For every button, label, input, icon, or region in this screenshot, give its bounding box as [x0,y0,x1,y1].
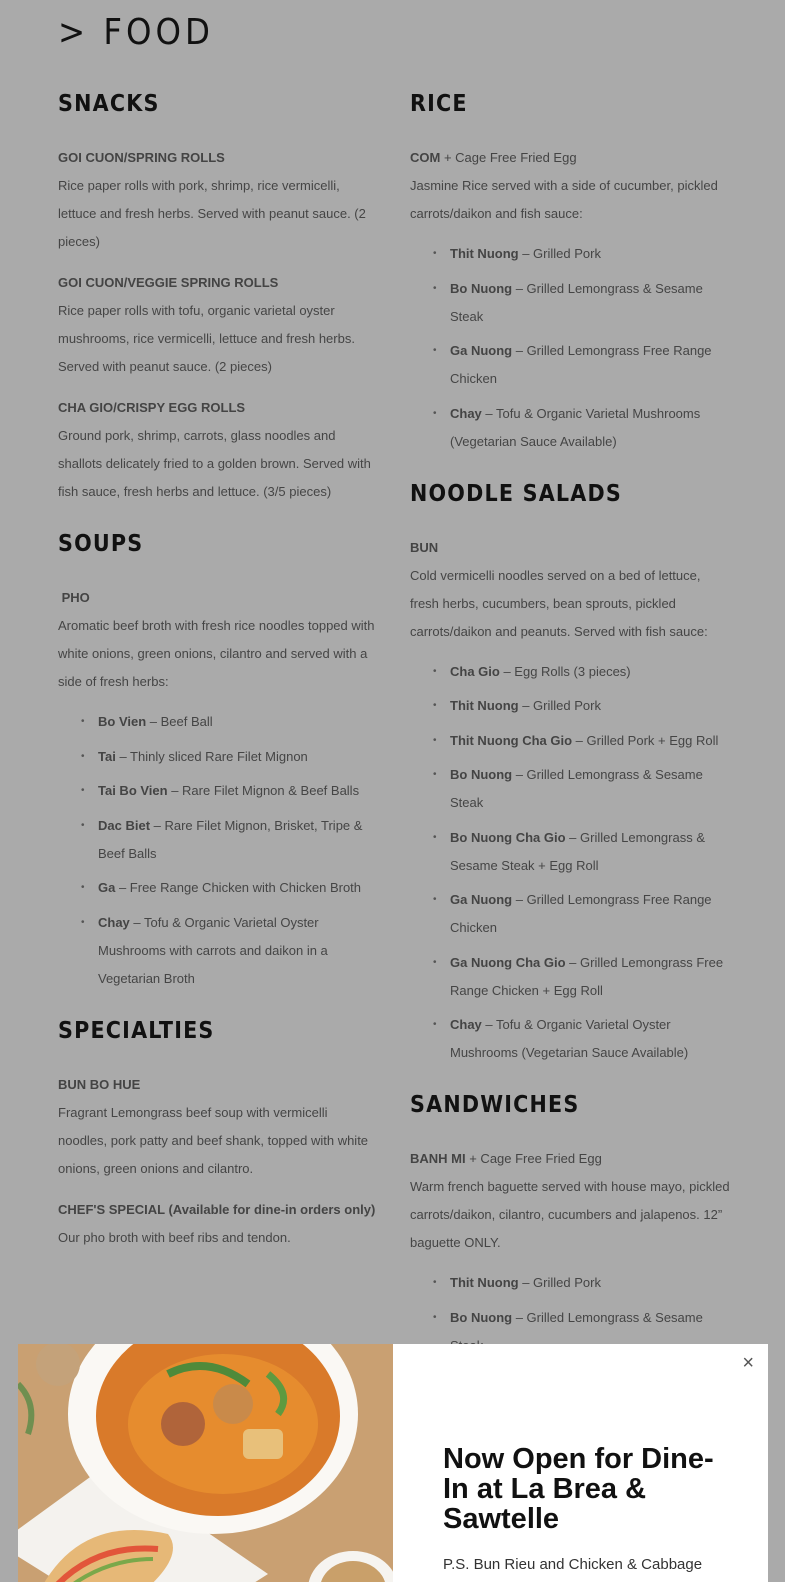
list-item [410,1269,730,1297]
promo-popup [18,1344,768,1582]
item-name [410,1145,730,1173]
list-item [58,874,376,902]
option-name: Chay [98,914,130,930]
food-photo-illustration [18,1344,393,1582]
item-title: COM [410,150,441,165]
menu-item [58,394,376,506]
option-name: Cha Gio [450,663,500,679]
option-desc: – Grilled Pork [518,1275,601,1290]
options-list [410,658,730,1068]
food-photo [18,1344,393,1582]
option-name: Ga Nuong [450,892,513,907]
option-desc: – Grilled Pork [518,246,601,261]
section-heading-rice: RICE [410,91,468,117]
list-item [58,743,376,771]
option-desc: – Rare Filet Mignon & Beef Balls [167,783,360,798]
option-desc: – Grilled Pork + Egg Roll [572,732,719,748]
list-item [410,824,730,880]
option-name: Bo Nuong Cha Gio [450,829,566,845]
option-name: Bo Nuong [450,280,513,296]
item-name: PHO [58,590,90,605]
noodle-salads-section [410,478,730,1068]
item-suffix: + Cage Free Fried Egg [440,150,577,165]
option-desc: – Tofu & Organic Varietal Oyster Mushrooms with carrots and daikon in a Vegetarian Broth [98,914,328,986]
list-item [410,400,730,456]
item-description: Fragrant Lemongrass beef soup with vermicelli noodles, pork patty and beef shank, topped with white onions, green onions and cilantro. [58,1104,369,1176]
option-name: Ga Nuong Cha Gio [450,954,566,970]
menu-right-column [410,88,730,1382]
section-heading-soups: SOUPS [58,531,144,557]
menu-item [58,1071,376,1183]
list-item [410,240,730,268]
option-desc: – Rare Filet Mignon, Brisket, Tripe & Beef Balls [98,817,363,861]
item-name: BUN BO HUE [58,1076,141,1092]
menu-item [58,144,376,256]
option-name: Bo Nuong [450,767,513,782]
option-name: Ga [98,880,116,895]
list-item [410,727,730,755]
menu-item [58,1196,376,1252]
list-item [58,812,376,868]
list-item [58,909,376,993]
item-description: Ground pork, shrimp, carrots, glass noodles and shallots delicately fried to a golden brown. Served with fish sauce, fresh herbs and lettuce. (3/5 pieces) [58,428,371,499]
item-description: Aromatic beef broth with fresh rice noodles topped with white onions, green onions, cilantro and served with a side of fresh herbs: [58,618,375,689]
item-description: Jasmine Rice served with a side of cucumber, pickled carrots/daikon and fish sauce: [410,178,718,221]
item-description: Our pho broth with beef ribs and tendon. [58,1229,291,1245]
option-desc: – Grilled Lemongrass Free Range Chicken [450,343,712,386]
item-description: Cold vermicelli noodles served on a bed of lettuce, fresh herbs, cucumbers, bean sprouts, pickled carrots/daikon and peanuts. Served with fish sauce: [410,567,708,639]
menu-item [58,269,376,381]
item-name: CHEF'S SPECIAL (Available for dine-in orders only) [58,1201,376,1217]
item-description: Rice paper rolls with tofu, organic varietal oyster mushrooms, rice vermicelli, lettuce and fresh herbs. Served with peanut sauce. (2 pieces) [58,303,355,374]
list-item [410,886,730,942]
options-list [410,240,730,456]
item-name: GOI CUON/VEGGIE SPRING ROLLS [58,275,279,290]
item-description: Warm french baguette served with house mayo, pickled carrots/daikon, cilantro, cucumbers and jalapenos. 12” baguette ONLY. [410,1179,730,1250]
option-name: Bo Nuong [450,1309,513,1325]
option-desc: – Tofu & Organic Varietal Oyster Mushrooms (Vegetarian Sauce Available) [450,1017,689,1060]
item-title: BANH MI [410,1151,466,1166]
option-desc: – Tofu & Organic Varietal Mushrooms (Vegetarian Sauce Available) [450,405,701,449]
option-name: Chay [450,1017,482,1032]
list-item [410,761,730,817]
specialties-section [58,1015,376,1252]
list-item [58,777,376,805]
popup-text: P.S. Bun Rieu and Chicken & Cabbage [443,1556,703,1573]
item-name: BUN [410,539,439,555]
popup-heading: Now Open for Dine-In at La Brea & Sawtelle [443,1443,714,1535]
sandwiches-section [410,1089,730,1360]
option-desc: – Grilled Lemongrass & Sesame [515,1309,703,1325]
option-desc: – Free Range Chicken with Chicken Broth [115,880,362,895]
list-item [410,692,730,720]
option-desc: – Grilled Lemongrass & Sesame Steak [450,767,703,810]
list-item [410,1011,730,1067]
snacks-section [58,88,376,506]
option-name: Tai Bo Vien [98,783,168,798]
item-name: CHA GIO/CRISPY EGG ROLLS [58,400,246,415]
option-desc: – Grilled Lemongrass & Sesame Steak + Egg Roll [450,829,705,873]
options-list [58,708,376,993]
list-item [410,337,730,393]
item-name [410,144,730,172]
option-desc: – Grilled Pork [518,698,601,713]
option-name: Dac Biet [98,817,151,833]
list-item [410,658,730,686]
section-heading-specialties: SPECIALTIES [58,1017,215,1044]
rice-section [410,88,730,456]
option-desc: – Grilled Lemongrass Free Range Chicken + Egg Roll [450,954,724,998]
option-desc: – Thinly sliced Rare Filet Mignon [115,748,308,764]
popup-content [393,1344,768,1582]
option-name: Thit Nuong [450,1275,519,1290]
section-heading-sandwiches: SANDWICHES [410,1092,580,1118]
option-name: Thit Nuong Cha Gio [450,732,573,748]
option-name: Tai [98,748,116,764]
option-name: Bo Vien [98,714,147,729]
option-desc: – Grilled Lemongrass & Sesame Steak [450,280,703,324]
section-heading-noodle-salads: NOODLE SALADS [410,480,622,507]
list-item [410,949,730,1005]
section-heading-snacks: SNACKS [58,91,160,117]
item-suffix: + Cage Free Fried Egg [465,1151,602,1166]
option-name: Thit Nuong [450,698,519,713]
option-name: Chay [450,405,482,421]
item-description: Rice paper rolls with pork, shrimp, rice vermicelli, lettuce and fresh herbs. Served with peanut sauce. (2 pieces) [58,178,366,249]
option-desc: – Grilled Lemongrass Free Range Chicken [450,892,712,935]
option-name: Thit Nuong [450,246,519,261]
item-name: GOI CUON/SPRING ROLLS [58,150,225,165]
menu-left-column [58,88,376,1274]
close-icon[interactable]: × [742,1352,754,1374]
list-item [410,275,730,331]
option-desc: – Egg Rolls (3 pieces) [499,663,631,679]
soups-section [58,528,376,993]
option-desc: – Beef Ball [146,714,213,729]
option-name: Ga Nuong [450,343,513,358]
list-item [58,708,376,736]
page-title: > FOOD [58,12,214,53]
